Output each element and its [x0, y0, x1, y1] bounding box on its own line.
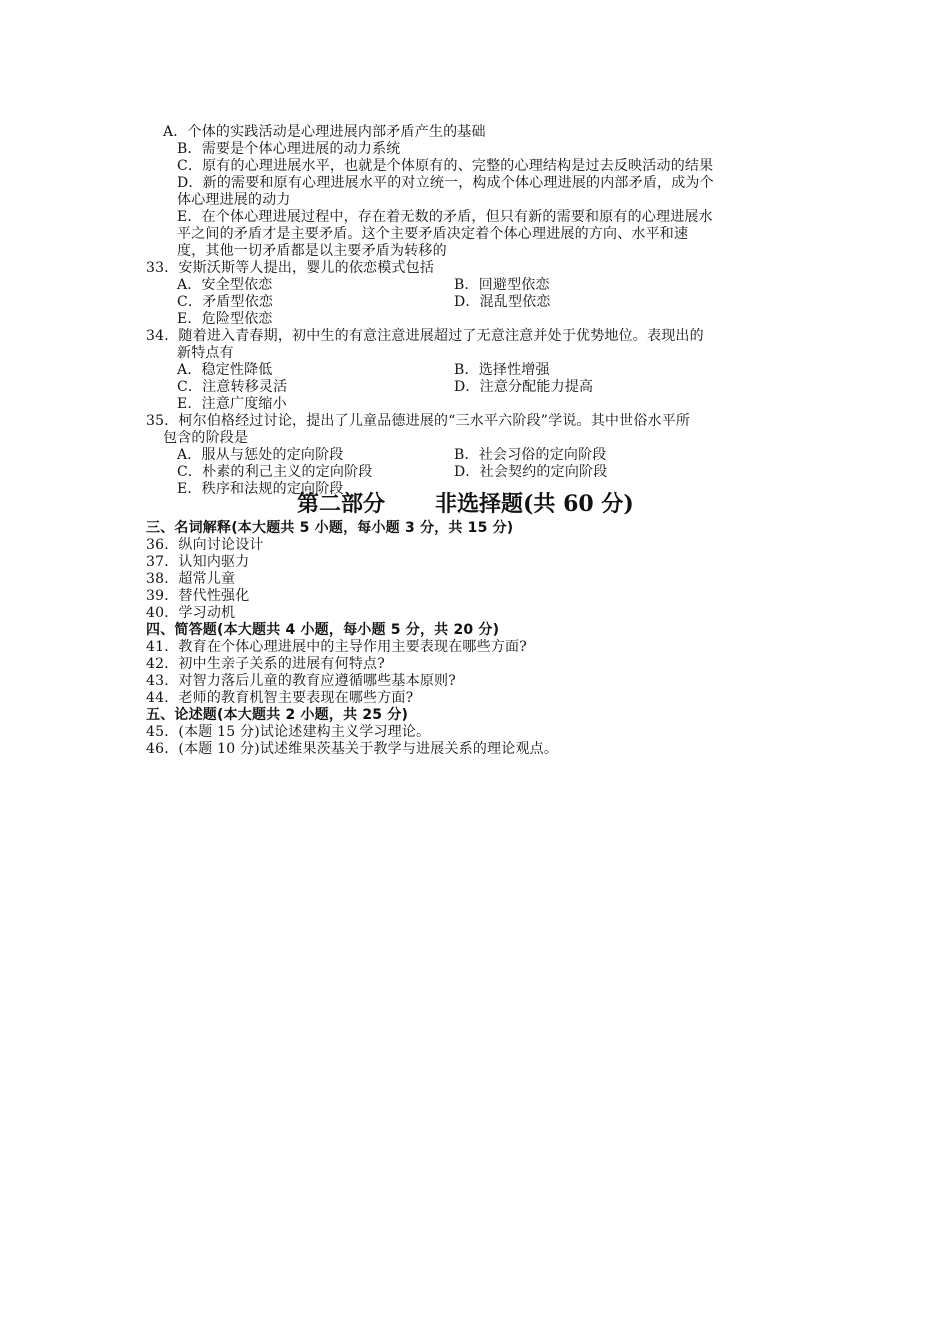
q34-option-e: E．注意广度缩小 [177, 396, 287, 412]
q35-option-c: C．朴素的利己主义的定向阶段 [177, 464, 373, 480]
question-39: 39．替代性强化 [146, 588, 250, 604]
q35-option-a: A．服从与惩处的定向阶段 [177, 447, 344, 463]
q32-option-b: B．需要是个体心理进展的动力系统 [177, 141, 401, 157]
q34-option-c: C．注意转移灵活 [177, 379, 288, 395]
question-38: 38．超常儿童 [146, 571, 236, 587]
section-four-heading: 四、简答题(本大题共 4 小题，每小题 5 分，共 20 分) [146, 622, 500, 638]
q35-stem-line1: 35．柯尔伯格经过讨论，提出了儿童品德进展的“三水平六阶段”学说。其中世俗水平所 [146, 413, 691, 429]
question-41: 41．教育在个体心理进展中的主导作用主要表现在哪些方面? [146, 639, 527, 655]
q34-option-d: D．注意分配能力提高 [454, 379, 594, 395]
q35-option-b: B．社会习俗的定向阶段 [454, 447, 607, 463]
q32-option-e-line3: 度，其他一切矛盾都是以主要矛盾为转移的 [177, 243, 447, 259]
part-two-title [297, 490, 634, 518]
question-44: 44．老师的教育机智主要表现在哪些方面? [146, 690, 414, 706]
q33-option-b: B．回避型依恋 [454, 277, 550, 293]
q32-option-a: A．个体的实践活动是心理进展内部矛盾产生的基础 [163, 124, 486, 140]
q32-option-c: C．原有的心理进展水平，也就是个体原有的、完整的心理结构是过去反映活动的结果 [177, 158, 714, 174]
q33-option-e: E．危险型依恋 [177, 311, 273, 327]
q33-option-c: C．矛盾型依恋 [177, 294, 274, 310]
q35-option-d: D．社会契约的定向阶段 [454, 464, 608, 480]
question-42: 42．初中生亲子关系的进展有何特点? [146, 656, 385, 672]
question-45: 45．(本题 15 分)试论述建构主义学习理论。 [146, 724, 431, 740]
part-two-label: 第二部分 [297, 491, 386, 517]
q34-stem-line1: 34．随着进入青春期，初中生的有意注意进展超过了无意注意并处于优势地位。表现出的 [146, 328, 704, 344]
q33-option-d: D．混乱型依恋 [454, 294, 551, 310]
question-40: 40．学习动机 [146, 605, 236, 621]
q34-option-b: B．选择性增强 [454, 362, 550, 378]
q35-stem-line2: 包含的阶段是 [163, 430, 249, 446]
part-two-subtitle: 非选择题(共 60 分) [435, 491, 634, 517]
q32-option-e-line1: E．在个体心理进展过程中，存在着无数的矛盾，但只有新的需要和原有的心理进展水 [177, 209, 713, 225]
question-46: 46．(本题 10 分)试述维果茨基关于教学与进展关系的理论观点。 [146, 741, 559, 757]
section-three-heading: 三、名词解释(本大题共 5 小题，每小题 3 分，共 15 分) [146, 520, 514, 536]
q32-option-e-line2: 平之间的矛盾才是主要矛盾。这个主要矛盾决定着个体心理进展的方向、水平和速 [177, 226, 689, 242]
q32-option-d-line1: D．新的需要和原有心理进展水平的对立统一，构成个体心理进展的内部矛盾，成为个 [177, 175, 714, 191]
section-five-heading: 五、论述题(本大题共 2 小题，共 25 分) [146, 707, 409, 723]
q34-option-a: A．稳定性降低 [177, 362, 273, 378]
question-43: 43．对智力落后儿童的教育应遵循哪些基本原则? [146, 673, 456, 689]
q33-stem: 33．安斯沃斯等人提出，婴儿的依恋模式包括 [146, 260, 435, 276]
q32-option-d-line2: 体心理进展的动力 [177, 192, 291, 208]
question-36: 36．纵向讨论设计 [146, 537, 264, 553]
q33-option-a: A．安全型依恋 [177, 277, 273, 293]
q34-stem-line2: 新特点有 [177, 345, 234, 361]
q35-option-e: E．秩序和法规的定向阶段 [177, 481, 344, 497]
question-37: 37．认知内驱力 [146, 554, 250, 570]
